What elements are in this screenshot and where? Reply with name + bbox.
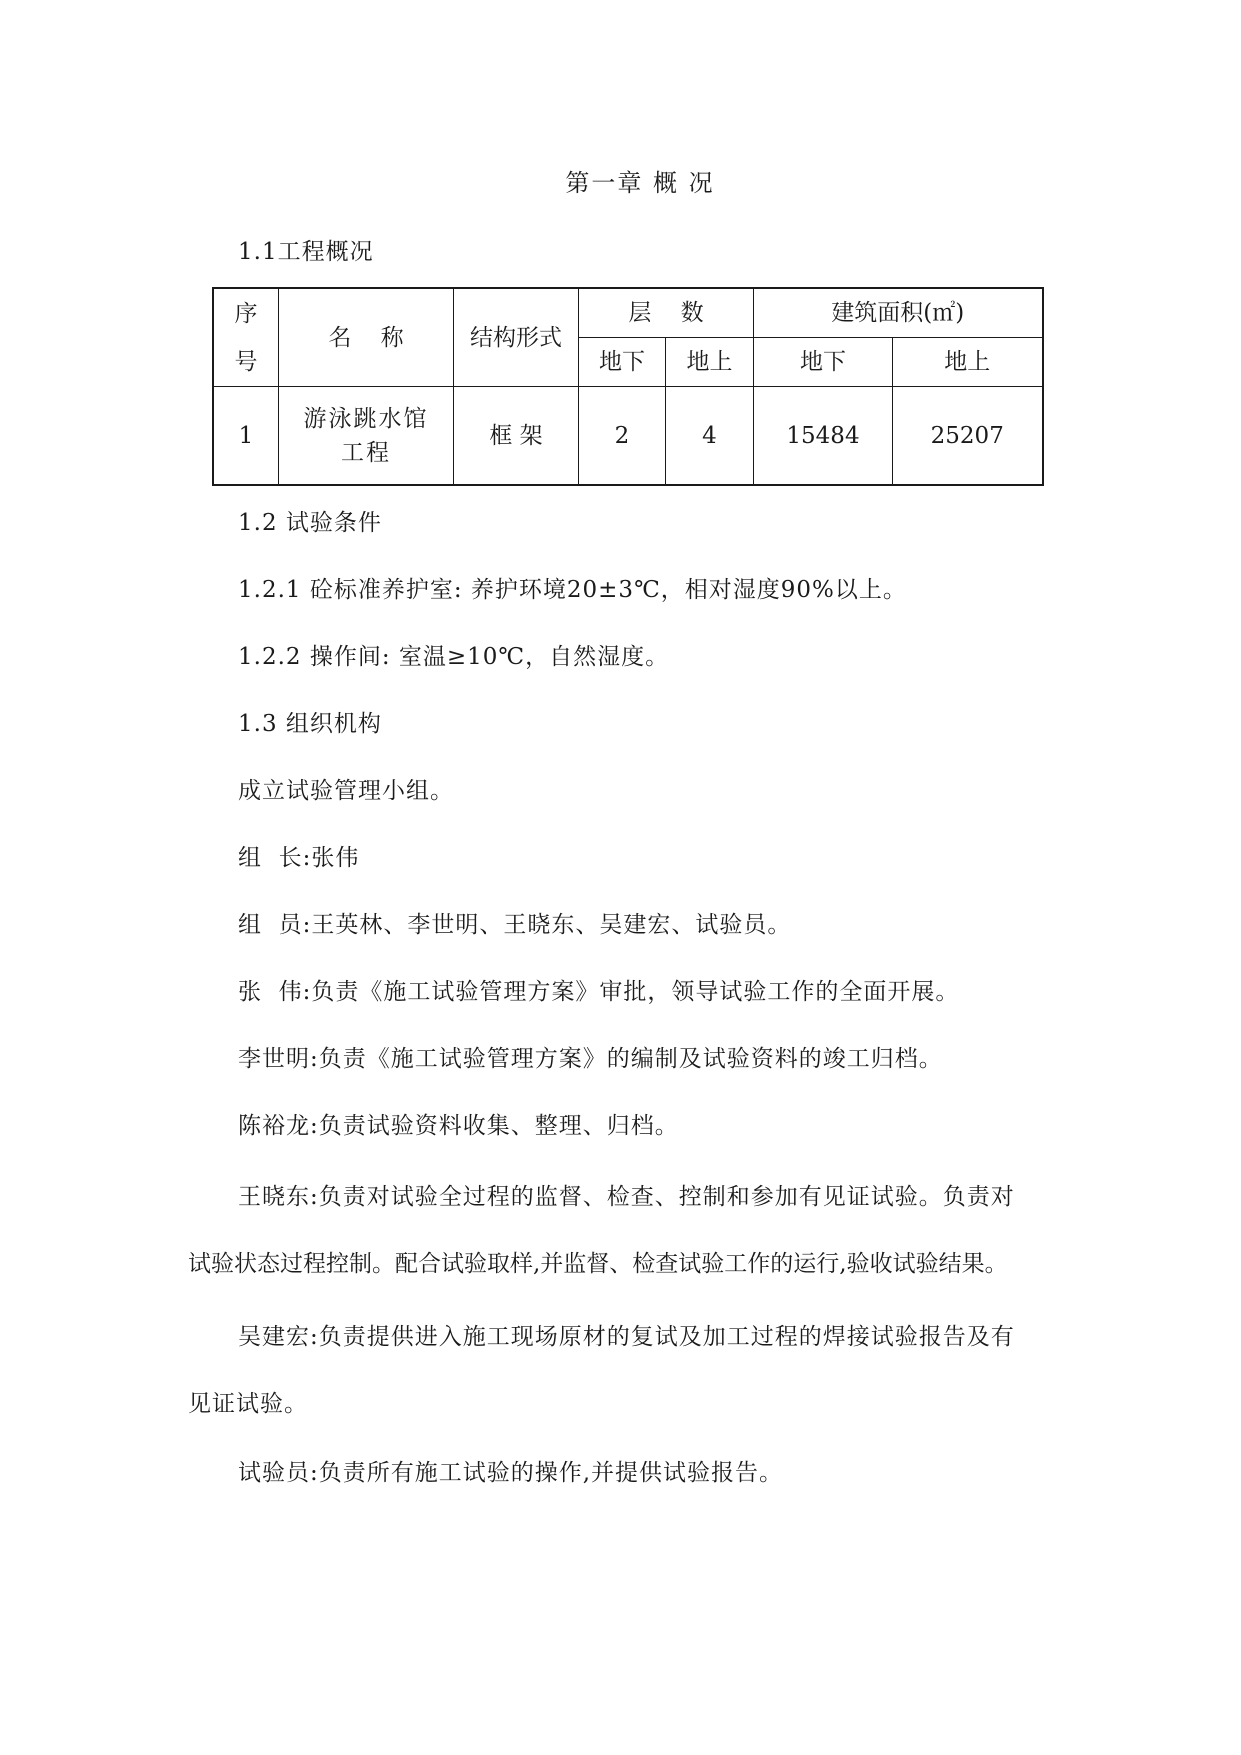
item-1-2-2: 1.2.2 操作间: 室温≥10℃，自然湿度。 (238, 644, 670, 670)
paragraph-duty-wang-line1: 王晓东:负责对试验全过程的监督、检查、控制和参加有见证试验。负责对 (238, 1184, 1015, 1210)
header-area: 建筑面积(㎡) (754, 288, 1043, 338)
paragraph-duty-wu-line2: 见证试验。 (188, 1391, 308, 1417)
paragraph-duty-chen: 陈裕龙:负责试验资料收集、整理、归档。 (238, 1113, 679, 1139)
paragraph-leader: 组 长:张伟 (238, 845, 360, 871)
header-name: 名 称 (279, 288, 454, 387)
section-heading-1-2: 1.2 试验条件 (238, 510, 382, 536)
paragraph-duty-zhang: 张 伟:负责《施工试验管理方案》审批，领导试验工作的全面开展。 (238, 979, 960, 1005)
header-floors-below: 地下 (579, 338, 666, 387)
paragraph-group: 成立试验管理小组。 (238, 778, 454, 804)
header-floors-above: 地上 (666, 338, 754, 387)
paragraph-duty-wang-line2: 试验状态过程控制。配合试验取样,并监督、检查试验工作的运行,验收试验结果。 (188, 1251, 1008, 1277)
cell-area-above: 25207 (893, 387, 1043, 486)
cell-seq: 1 (213, 387, 279, 486)
header-area-below: 地下 (754, 338, 893, 387)
chapter-title: 第一章 概 况 (565, 169, 715, 197)
header-structure: 结构形式 (454, 288, 579, 387)
paragraph-members: 组 员:王英林、李世明、王晓东、吴建宏、试验员。 (238, 912, 792, 938)
cell-floors-above: 4 (666, 387, 754, 486)
project-overview-table (212, 287, 1044, 486)
section-heading-1-3: 1.3 组织机构 (238, 711, 382, 737)
cell-floors-below: 2 (579, 387, 666, 486)
cell-name: 游泳跳水馆工程 (279, 387, 454, 486)
header-area-above: 地上 (893, 338, 1043, 387)
item-1-2-1: 1.2.1 砼标准养护室: 养护环境20±3℃，相对湿度90%以上。 (238, 577, 907, 603)
section-heading-1-1: 1.1工程概况 (238, 239, 374, 265)
paragraph-duty-tester: 试验员:负责所有施工试验的操作,并提供试验报告。 (238, 1460, 784, 1486)
header-seq: 序号 (213, 288, 279, 387)
header-floors: 层 数 (579, 288, 754, 338)
cell-area-below: 15484 (754, 387, 893, 486)
paragraph-duty-li: 李世明:负责《施工试验管理方案》的编制及试验资料的竣工归档。 (238, 1046, 943, 1072)
paragraph-duty-wu-line1: 吴建宏:负责提供进入施工现场原材的复试及加工过程的焊接试验报告及有 (238, 1324, 1015, 1350)
cell-structure: 框 架 (454, 387, 579, 486)
table-row (213, 387, 1043, 486)
